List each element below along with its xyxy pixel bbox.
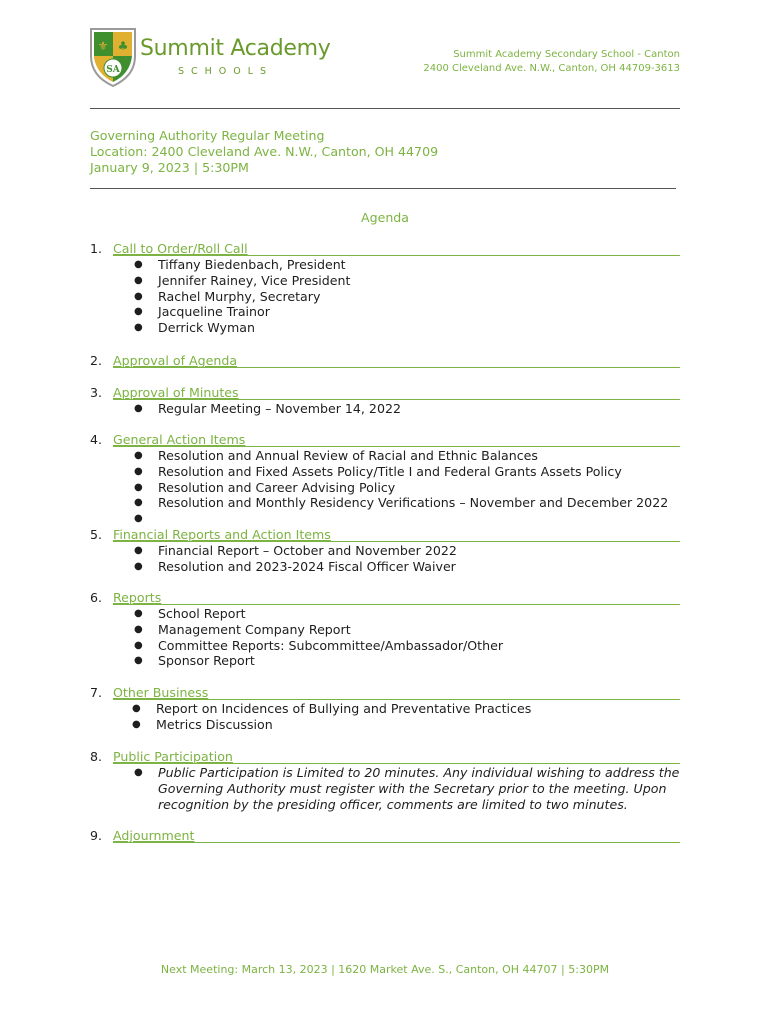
- agenda-section-7: [90, 685, 680, 733]
- list-item: ● Public Participation is Limited to 20 minutes. Any individual wishing to address the: [134, 765, 680, 780]
- bullet-icon: ●: [134, 450, 143, 461]
- bullet-icon: ●: [134, 403, 143, 414]
- bullet-icon: ●: [134, 545, 143, 556]
- crest-icon: [88, 26, 138, 88]
- bullet-icon: ●: [134, 608, 143, 619]
- section-number: 6.: [90, 590, 103, 605]
- list-item: ● Jennifer Rainey, Vice President: [134, 272, 351, 288]
- section-title: Approval of Minutes: [113, 385, 680, 400]
- section-number: 2.: [90, 353, 103, 368]
- bullet-icon: ●: [132, 703, 141, 714]
- meeting-location: Location: 2400 Cleveland Ave. N.W., Canton, OH 44709: [90, 144, 439, 159]
- list-item: ● Resolution and Fixed Assets Policy/Title I and Federal Grants Assets Policy: [134, 463, 622, 479]
- section-title: General Action Items: [113, 432, 680, 447]
- section-title: Adjournment: [113, 828, 680, 843]
- section-title: Reports: [113, 590, 680, 605]
- school-address: [423, 48, 680, 76]
- list-item: ● Regular Meeting – November 14, 2022: [134, 401, 401, 416]
- bullet-icon: ●: [134, 322, 143, 334]
- list-item: ● Resolution and Career Advising Policy: [134, 479, 396, 495]
- next-meeting-footer: Next Meeting: March 13, 2023 | 1620 Market Ave. S., Canton, OH 44707 | 5:30PM: [160, 963, 610, 976]
- section-title: Call to Order/Roll Call: [113, 241, 680, 256]
- section-title: Approval of Agenda: [113, 353, 680, 368]
- section-title: Financial Reports and Action Items: [113, 527, 680, 542]
- school-logo: [88, 26, 331, 88]
- agenda-section-4: [90, 432, 680, 525]
- bullet-icon: ●: [134, 513, 143, 525]
- agenda-section-9: [90, 828, 680, 844]
- list-item: ● Derrick Wyman: [134, 320, 255, 336]
- svg-text:SA: SA: [106, 65, 120, 75]
- agenda-section-6: [90, 590, 680, 669]
- logo-subtitle: SCHOOLS: [178, 66, 274, 77]
- list-item-continuation: Governing Authority must register with the Secretary prior to the meeting. Upon: [158, 780, 667, 796]
- section-number: 1.: [90, 241, 103, 256]
- meeting-date: January 9, 2023 | 5:30PM: [90, 160, 249, 175]
- header-divider: [90, 108, 680, 109]
- list-item: ● Tiffany Biedenbach, President: [134, 257, 346, 272]
- address-line-1: Summit Academy Secondary School - Canton: [453, 49, 680, 60]
- meeting-info: [90, 128, 438, 176]
- meeting-title: Governing Authority Regular Meeting: [90, 128, 325, 143]
- svg-text:♣: ♣: [117, 39, 129, 53]
- section-number: 3.: [90, 385, 103, 400]
- bullet-icon: ●: [134, 306, 143, 318]
- svg-text:⚜: ⚜: [97, 39, 109, 53]
- bullet-icon: ●: [134, 259, 143, 270]
- list-item: ● Jacqueline Trainor: [134, 304, 270, 320]
- agenda-section-8: [90, 749, 680, 812]
- list-item: ● School Report: [134, 606, 246, 621]
- list-item: ● Resolution and 2023-2024 Fiscal Officer Waiver: [134, 558, 456, 574]
- list-item: ● Report on Incidences of Bullying and Preventative Practices: [132, 701, 532, 716]
- agenda-title: Agenda: [360, 210, 410, 225]
- agenda-section-2: [90, 353, 680, 369]
- list-item: ● Management Company Report: [134, 621, 351, 637]
- section-number: 8.: [90, 749, 103, 764]
- address-line-2: 2400 Cleveland Ave. N.W., Canton, OH 44709-3613: [423, 63, 680, 74]
- bullet-icon: ●: [134, 639, 143, 651]
- logo-name: Summit Academy: [140, 36, 331, 61]
- meeting-divider: [90, 188, 676, 189]
- list-item: ● Resolution and Annual Review of Racial and Ethnic Balances: [134, 448, 538, 463]
- section-number: 7.: [90, 685, 103, 700]
- section-title: Public Participation: [113, 749, 680, 764]
- list-item-continuation: recognition by the presiding officer, comments are limited to two minutes.: [158, 796, 628, 812]
- bullet-icon: ●: [134, 767, 143, 778]
- list-item: ● Committee Reports: Subcommittee/Ambassador/Other: [134, 637, 504, 653]
- section-number: 5.: [90, 527, 103, 542]
- bullet-icon: ●: [134, 290, 143, 302]
- agenda-section-5: [90, 527, 680, 575]
- bullet-icon: ●: [134, 497, 143, 509]
- section-number: 4.: [90, 432, 103, 447]
- agenda-section-3: [90, 385, 680, 417]
- bullet-icon: ●: [134, 655, 143, 667]
- list-item: ● Metrics Discussion: [132, 716, 273, 732]
- bullet-icon: ●: [134, 481, 143, 493]
- list-item: ● Resolution and Monthly Residency Verifications – November and December 2022: [134, 495, 669, 511]
- bullet-icon: ●: [134, 560, 143, 572]
- list-item: ● Rachel Murphy, Secretary: [134, 288, 321, 304]
- agenda-section-1: [90, 241, 680, 336]
- list-item: ● Financial Report – October and November 2022: [134, 543, 457, 558]
- section-title: Other Business: [113, 685, 680, 700]
- bullet-icon: ●: [134, 623, 143, 635]
- bullet-icon: ●: [132, 718, 141, 730]
- section-number: 9.: [90, 828, 103, 843]
- bullet-icon: ●: [134, 465, 143, 477]
- bullet-icon: ●: [134, 274, 143, 286]
- list-item: ● Sponsor Report: [134, 653, 255, 669]
